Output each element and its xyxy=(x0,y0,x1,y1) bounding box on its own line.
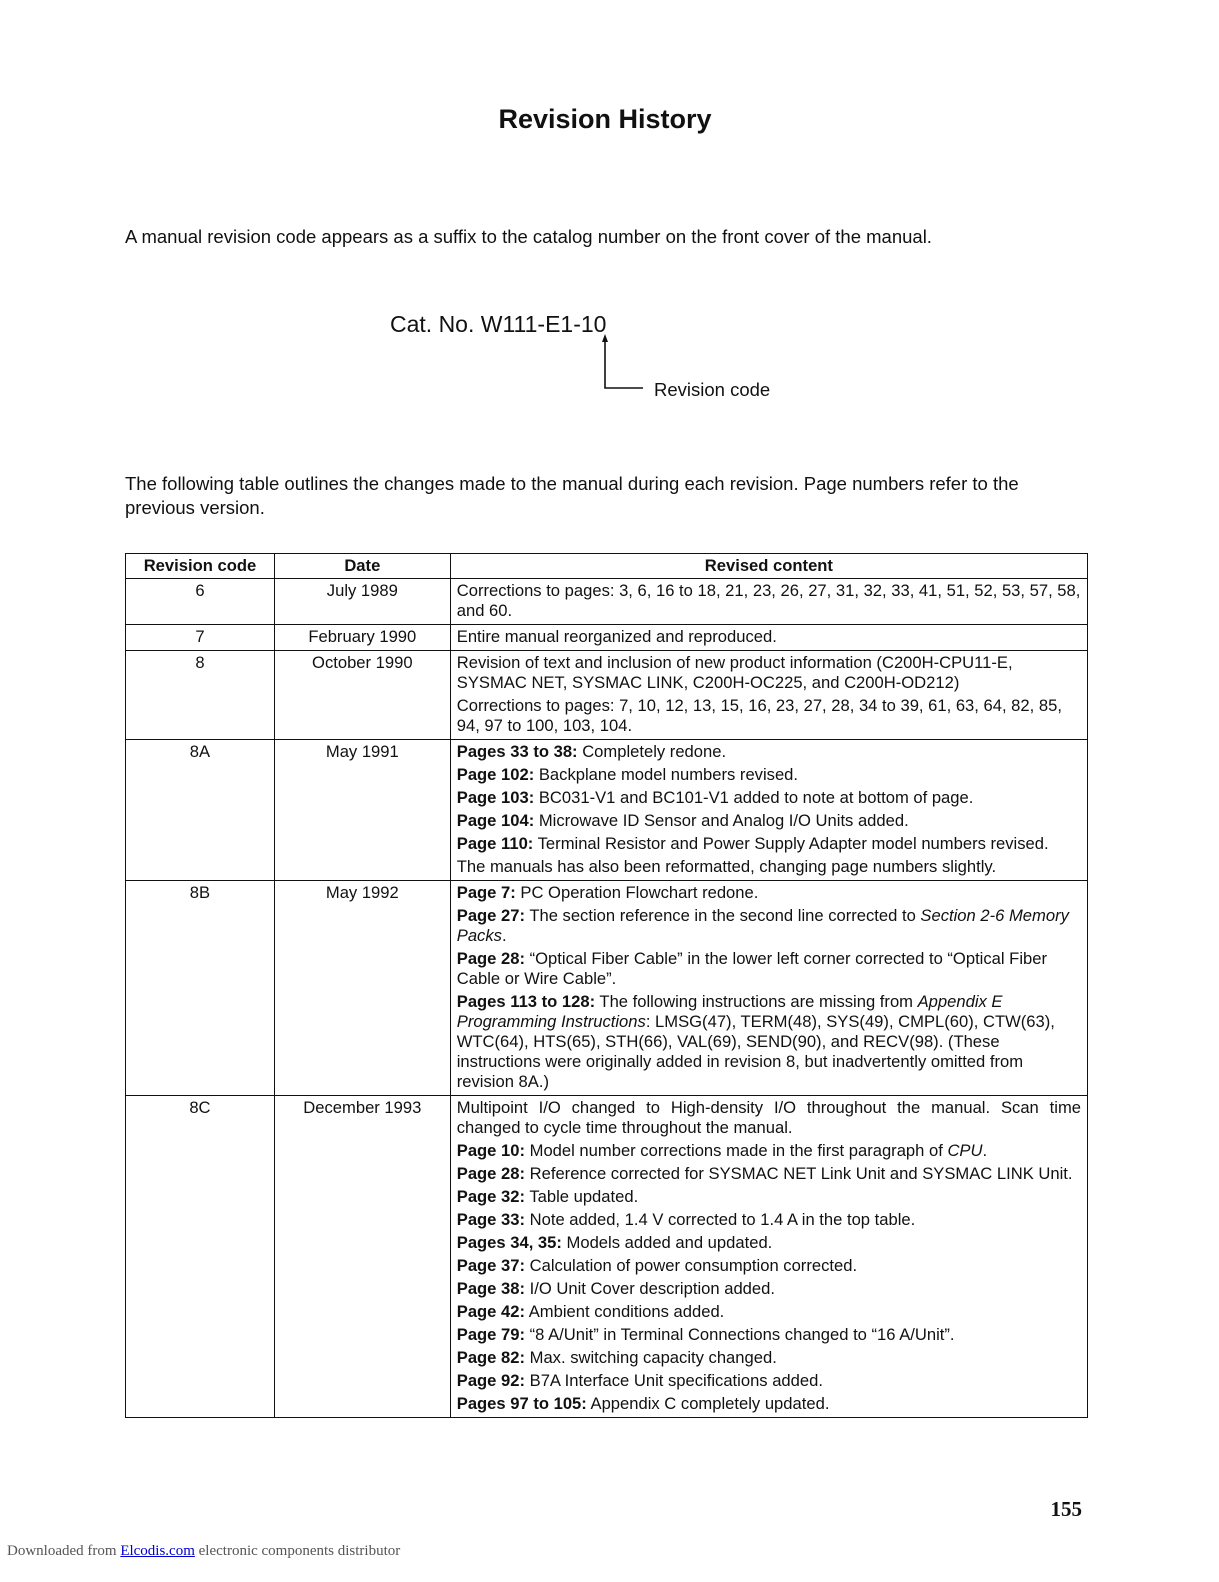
revision-entry xyxy=(457,742,1081,762)
catalog-number: Cat. No. W111-E1-10 xyxy=(390,311,607,337)
entry-page-ref: Pages 97 to 105: xyxy=(456,1394,587,1413)
revision-entry xyxy=(457,581,1081,621)
revision-table-header xyxy=(126,554,1088,579)
revision-entry xyxy=(457,696,1081,736)
entry-text: “8 A/Unit” in Terminal Connections changed to “16 A/Unit”. xyxy=(525,1325,955,1344)
intro-paragraph: A manual revision code appears as a suffix to the catalog number on the front cover of the manual. xyxy=(125,226,932,247)
revision-table xyxy=(125,553,1088,1418)
header-revision-code: Revision code xyxy=(126,554,275,579)
entry-text: Backplane model numbers revised. xyxy=(534,765,799,784)
entry-text: I/O Unit Cover description added. xyxy=(525,1279,775,1298)
date-cell: May 1992 xyxy=(274,881,450,1096)
entry-text: : LMSG(47), TERM(48), SYS(49), CMPL(60), CTW(63), WTC(64), HTS(65), STH(66), VAL(69), SEND(90), and RECV(98). (These instructions were originally added in revision 8, but inadvertently omitted from revision 8A.) xyxy=(456,1012,1055,1091)
entry-text: The manuals has also been reformatted, changing page numbers slightly. xyxy=(456,857,997,876)
table-row xyxy=(126,740,1088,881)
download-footer xyxy=(7,1543,400,1560)
entry-page-ref: Page 7: xyxy=(456,883,516,902)
entry-page-ref: Page 33: xyxy=(456,1210,526,1229)
page-title: Revision History xyxy=(498,104,712,134)
entry-page-ref: Page 79: xyxy=(456,1325,526,1344)
date-cell: October 1990 xyxy=(274,651,450,740)
footer-suffix: electronic components distributor xyxy=(194,1543,401,1559)
revision-entry xyxy=(457,1210,1081,1230)
table-row xyxy=(126,625,1088,651)
revised-content-cell xyxy=(450,625,1087,651)
entry-page-ref: Page 10: xyxy=(456,1141,526,1160)
revision-entry xyxy=(457,1394,1081,1414)
revision-entry xyxy=(457,1279,1081,1299)
entry-text: The section reference in the second line corrected to xyxy=(525,906,921,925)
entry-text: Calculation of power consumption corrected. xyxy=(525,1256,858,1275)
entry-text: The following instructions are missing from xyxy=(595,992,918,1011)
revision-entry xyxy=(457,765,1081,785)
revised-content-cell xyxy=(450,1096,1087,1418)
revision-entry xyxy=(457,653,1081,693)
entry-text: Appendix C completely updated. xyxy=(586,1394,830,1413)
entry-page-ref: Page 42: xyxy=(456,1302,526,1321)
revision-entry xyxy=(457,811,1081,831)
date-cell: December 1993 xyxy=(274,1096,450,1418)
date-cell: May 1991 xyxy=(274,740,450,881)
entry-text: Completely redone. xyxy=(577,742,727,761)
entry-page-ref: Page 103: xyxy=(456,788,535,807)
entry-text: Reference corrected for SYSMAC NET Link Unit and SYSMAC LINK Unit. xyxy=(525,1164,1073,1183)
revision-entry xyxy=(457,1141,1081,1161)
entry-text: Multipoint I/O changed to High-density I/O throughout the manual. Scan time changed to cycle time throughout the manual. xyxy=(456,1098,1081,1137)
entry-page-ref: Page 110: xyxy=(456,834,534,853)
entry-text: Max. switching capacity changed. xyxy=(525,1348,777,1367)
revision-entry xyxy=(457,1256,1081,1276)
revision-entry xyxy=(457,857,1081,877)
entry-page-ref: Pages 34, 35: xyxy=(456,1233,562,1252)
revised-content-cell xyxy=(450,651,1087,740)
entry-emphasis: Section 2-6 Memory Packs xyxy=(456,906,1069,945)
header-revised-content: Revised content xyxy=(450,554,1087,579)
revision-entry xyxy=(457,1302,1081,1322)
revision-entry xyxy=(457,1371,1081,1391)
entry-page-ref: Page 32: xyxy=(456,1187,526,1206)
entry-text: “Optical Fiber Cable” in the lower left corner corrected to “Optical Fiber Cable or Wire Cable”. xyxy=(456,949,1047,988)
entry-text: B7A Interface Unit specifications added. xyxy=(525,1371,823,1390)
entry-text: Terminal Resistor and Power Supply Adapter model numbers revised. xyxy=(533,834,1049,853)
entry-page-ref: Page 38: xyxy=(456,1279,526,1298)
revision-entry xyxy=(457,788,1081,808)
date-cell: February 1990 xyxy=(274,625,450,651)
entry-page-ref: Pages 113 to 128: xyxy=(456,992,596,1011)
entry-page-ref: Page 28: xyxy=(456,949,526,968)
revision-code-cell: 8 xyxy=(126,651,275,740)
entry-emphasis: CPU xyxy=(947,1141,983,1160)
revision-entry xyxy=(457,1098,1081,1138)
entry-text: . xyxy=(501,926,507,945)
entry-text: PC Operation Flowchart redone. xyxy=(515,883,759,902)
revision-code-cell: 8C xyxy=(126,1096,275,1418)
revision-entry xyxy=(457,1187,1081,1207)
revision-entry xyxy=(457,834,1081,854)
entry-page-ref: Page 102: xyxy=(456,765,535,784)
elcodis-link[interactable]: Elcodis.com xyxy=(120,1543,195,1559)
revision-code-cell: 8A xyxy=(126,740,275,881)
revised-content-cell xyxy=(450,740,1087,881)
entry-page-ref: Page 28: xyxy=(456,1164,526,1183)
entry-page-ref: Page 37: xyxy=(456,1256,526,1275)
table-row xyxy=(126,881,1088,1096)
entry-text: . xyxy=(982,1141,988,1160)
revision-entry xyxy=(457,992,1081,1092)
table-row xyxy=(126,651,1088,740)
entry-text: BC031-V1 and BC101-V1 added to note at bottom of page. xyxy=(534,788,974,807)
entry-page-ref: Page 92: xyxy=(456,1371,526,1390)
revision-code-arrow-icon xyxy=(597,334,647,390)
entry-text: Models added and updated. xyxy=(561,1233,773,1252)
revision-code-cell: 6 xyxy=(126,579,275,625)
entry-page-ref: Page 104: xyxy=(456,811,535,830)
revision-code-cell: 7 xyxy=(126,625,275,651)
entry-text: Revision of text and inclusion of new product information (C200H-CPU11-E, SYSMAC NET, SYSMAC LINK, C200H-OC225, and C200H-OD212) xyxy=(456,653,1013,692)
entry-page-ref: Pages 33 to 38: xyxy=(456,742,578,761)
revision-entry xyxy=(457,1164,1081,1184)
revised-content-cell xyxy=(450,881,1087,1096)
table-row xyxy=(126,1096,1088,1418)
revised-content-cell xyxy=(450,579,1087,625)
header-row xyxy=(126,554,1088,579)
entry-text: Corrections to pages: 7, 10, 12, 13, 15, 16, 23, 27, 28, 34 to 39, 61, 63, 64, 82, 85, 94, 97 to 100, 103, 104. xyxy=(456,696,1062,735)
entry-text: Table updated. xyxy=(525,1187,639,1206)
revision-entry xyxy=(457,883,1081,903)
revision-entry xyxy=(457,906,1081,946)
entry-emphasis: Appendix E Programming Instructions xyxy=(456,992,1003,1031)
entry-text: Corrections to pages: 3, 6, 16 to 18, 21, 23, 26, 27, 31, 32, 33, 41, 51, 52, 53, 57, 58, and 60. xyxy=(456,581,1081,620)
revision-code-label: Revision code xyxy=(654,379,771,400)
revision-table-body xyxy=(126,579,1088,1418)
revision-entry xyxy=(457,1348,1081,1368)
revision-entry xyxy=(457,949,1081,989)
page-number: 155 xyxy=(1050,1497,1082,1521)
table-intro-paragraph: The following table outlines the changes made to the manual during each revision. Page numbers refer to the previous version. xyxy=(125,473,1019,518)
revision-entry xyxy=(457,1325,1081,1345)
revision-code-cell: 8B xyxy=(126,881,275,1096)
header-date: Date xyxy=(274,554,450,579)
table-row xyxy=(126,579,1088,625)
revision-entry xyxy=(457,1233,1081,1253)
entry-page-ref: Page 27: xyxy=(456,906,526,925)
entry-text: Model number corrections made in the first paragraph of xyxy=(525,1141,948,1160)
entry-text: Entire manual reorganized and reproduced. xyxy=(456,627,777,646)
entry-text: Note added, 1.4 V corrected to 1.4 A in the top table. xyxy=(525,1210,916,1229)
entry-text: Microwave ID Sensor and Analog I/O Units added. xyxy=(534,811,909,830)
entry-page-ref: Page 82: xyxy=(456,1348,526,1367)
entry-text: Ambient conditions added. xyxy=(525,1302,725,1321)
revision-entry xyxy=(457,627,1081,647)
footer-prefix: Downloaded from xyxy=(7,1543,121,1559)
date-cell: July 1989 xyxy=(274,579,450,625)
